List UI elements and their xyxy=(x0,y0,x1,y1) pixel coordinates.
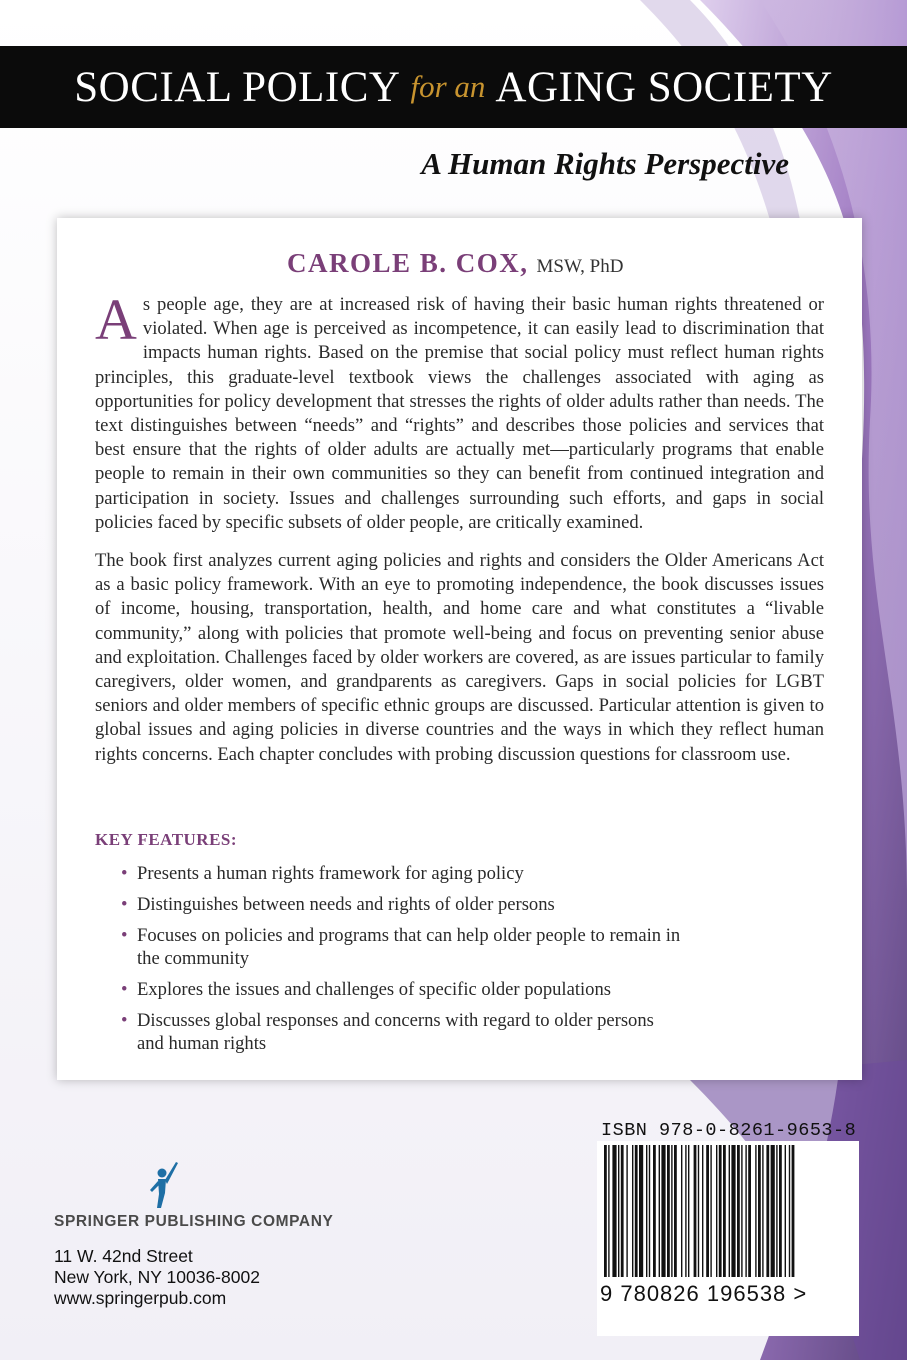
list-item xyxy=(121,893,681,916)
barcode-bar xyxy=(792,1145,795,1277)
description-paragraph-2: The book first analyzes current aging policies and rights and considers the Older Americans Act as a basic policy framework. With an eye to promoting independence, the book discusses issues of income, housing, transportation, health, and home care and what constitutes a “livable community,” along with policies that promote well-being and focus on preventing senior abuse and exploitation. Challenges faced by older workers are covered, as are issues particular to family caregivers, older women, and grandparents as caregivers. Gaps in social policies for LGBT seniors and older members of specific ethnic groups are discussed. Particular attention is given to global issues and aging policies in diverse countries and the ways in which they reflect human rights concerns. Each chapter concludes with probing discussion questions for classroom use. xyxy=(95,550,824,765)
description-paragraph-1 xyxy=(95,287,824,535)
barcode-bar xyxy=(741,1145,742,1277)
barcode-bar xyxy=(719,1145,722,1277)
key-features-list xyxy=(121,862,681,1063)
publisher-address xyxy=(54,1246,260,1309)
feature-text: Explores the issues and challenges of specific older populations xyxy=(137,979,612,1000)
subtitle: A Human Rights Perspective xyxy=(421,146,789,181)
feature-text: Focuses on policies and programs that can help older people to remain in the community xyxy=(137,925,681,969)
list-item xyxy=(121,1009,681,1055)
barcode-bar xyxy=(755,1145,756,1277)
barcode-bars xyxy=(604,1145,852,1277)
barcode-digits: 9 780826 196538 > xyxy=(600,1281,808,1306)
barcode-bar xyxy=(659,1145,660,1277)
barcode-bar xyxy=(667,1145,670,1277)
barcode-bar xyxy=(671,1145,672,1277)
barcode-bar xyxy=(639,1145,643,1277)
feature-text: Presents a human rights framework for aging policy xyxy=(137,863,524,884)
barcode-bar xyxy=(612,1145,616,1277)
author-line xyxy=(287,248,623,279)
barcode-bar xyxy=(748,1145,751,1277)
barcode-bar xyxy=(681,1145,682,1277)
description-panel xyxy=(57,218,862,1080)
bullet-icon: • xyxy=(121,1010,128,1031)
title-part1: SOCIAL POLICY xyxy=(74,63,401,111)
barcode-bar xyxy=(771,1145,775,1277)
key-features-title: KEY FEATURES: xyxy=(95,830,238,849)
barcode-bar xyxy=(731,1145,735,1277)
barcode-bar xyxy=(646,1145,647,1277)
title-part2: AGING SOCIETY xyxy=(495,63,833,111)
bullet-icon: • xyxy=(121,894,128,915)
address-street: 11 W. 42nd Street xyxy=(54,1246,193,1266)
publisher-website[interactable]: www.springerpub.com xyxy=(54,1288,227,1308)
barcode-bar xyxy=(618,1145,619,1277)
paragraph-1-text: s people age, they are at increased risk of having their basic human rights threatened or violated. When age is perceived as incompetence, it can easily lead to discrimination that impacts human rights. Based on the premise that social policy must reflect human rights principles, this graduate-level textbook views the challenges associated with aging as opportunities for policy development that stresses the rights of older adults rather than needs. The text distinguishes between “needs” and “rights” and describes those policies and services that best ensure that the rights of older adults are actually met—particularly programs that enable people to remain in their own communities so they can benefit from continued integration and participation in society. Issues and challenges surrounding such efforts, and gaps in social policies faced by specific subsets of older people, are critically examined. xyxy=(95,294,824,533)
feature-text: Discusses global responses and concerns with regard to older persons and human rights xyxy=(137,1010,654,1054)
barcode-bar xyxy=(779,1145,782,1277)
barcode-bar xyxy=(737,1145,740,1277)
barcode-bar xyxy=(608,1145,609,1277)
address-city: New York, NY 10036-8002 xyxy=(54,1267,260,1287)
barcode-bar xyxy=(674,1145,677,1277)
barcode-bar xyxy=(621,1145,624,1277)
barcode-bar xyxy=(688,1145,689,1277)
barcode-bar xyxy=(710,1145,711,1277)
barcode-bar xyxy=(635,1145,638,1277)
list-item xyxy=(121,924,681,970)
isbn-label: ISBN 978-0-8261-9653-8 xyxy=(601,1120,857,1141)
bullet-icon: • xyxy=(121,979,128,1000)
list-item xyxy=(121,862,681,885)
drop-cap: A xyxy=(95,287,137,352)
barcode-bar xyxy=(698,1145,699,1277)
feature-text: Distinguishes between needs and rights of older persons xyxy=(137,894,555,915)
description-text xyxy=(95,287,824,781)
bullet-icon: • xyxy=(121,863,128,884)
barcode-bar xyxy=(653,1145,656,1277)
barcode-bar xyxy=(626,1145,627,1277)
barcode-bar xyxy=(745,1145,746,1277)
barcode-bar xyxy=(661,1145,665,1277)
barcode-bar xyxy=(789,1145,790,1277)
barcode-bar xyxy=(785,1145,786,1277)
title-connector: for an xyxy=(410,69,486,104)
springer-logo-icon xyxy=(54,1160,234,1216)
barcode-bar xyxy=(694,1145,697,1277)
barcode-bar xyxy=(706,1145,709,1277)
barcode-bar xyxy=(702,1145,703,1277)
barcode-bar xyxy=(762,1145,763,1277)
barcode-bar xyxy=(758,1145,761,1277)
barcode-bar xyxy=(716,1145,717,1277)
title-bar xyxy=(0,46,907,128)
publisher-name: SPRINGER PUBLISHING COMPANY xyxy=(54,1213,334,1230)
barcode-bar xyxy=(729,1145,730,1277)
barcode xyxy=(597,1141,859,1336)
barcode-bar xyxy=(776,1145,777,1277)
barcode-bar xyxy=(685,1145,686,1277)
author-credentials: MSW, PhD xyxy=(536,256,624,277)
barcode-bar xyxy=(766,1145,769,1277)
list-item xyxy=(121,978,681,1001)
barcode-bar xyxy=(649,1145,650,1277)
barcode-bar xyxy=(632,1145,633,1277)
barcode-bar xyxy=(604,1145,607,1277)
bullet-icon: • xyxy=(121,925,128,946)
barcode-bar xyxy=(723,1145,726,1277)
author-name: CAROLE B. COX, xyxy=(287,248,529,278)
